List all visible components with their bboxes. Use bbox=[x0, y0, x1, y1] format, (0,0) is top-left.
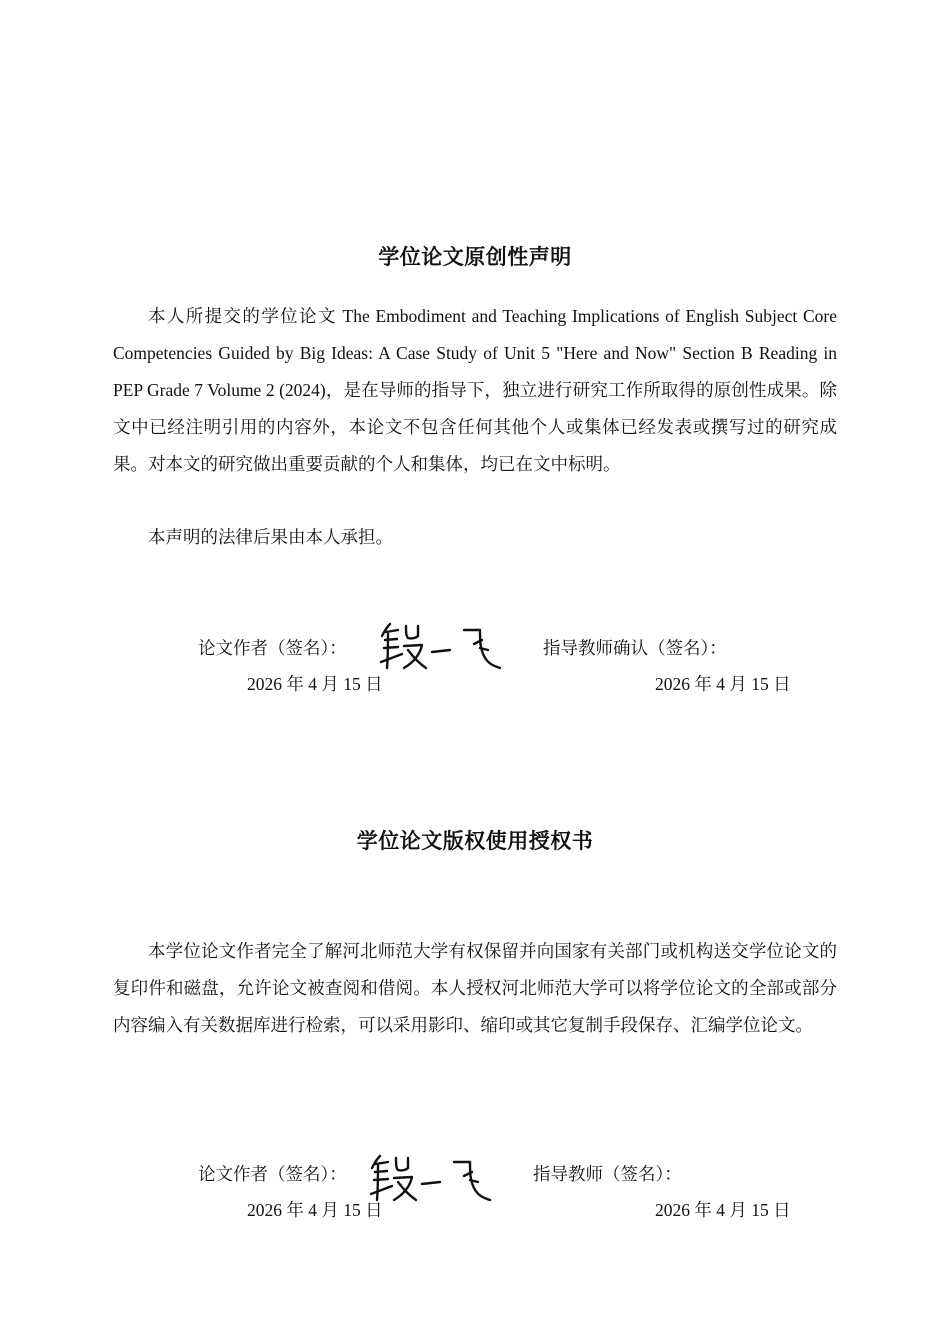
advisor-confirm-label: 指导教师确认（签名）： bbox=[543, 639, 727, 659]
originality-paragraph: 本人所提交的学位论文 The Embodiment and Teaching Implications of English Subject Core Competencies Guided by Big Ideas: A Case Study of Unit 5 "Here and Now" Section B Reading in PEP Grade 7 Volume 2 (2024)，是在导师的指导下，独立进行研究工作所取得的原创性成果。除文中已经注明引用的内容外，本论文不包含任何其他个人或集体已经发表或撰写过的研究成果。对本文的研究做出重要贡献的个人和集体，均已在文中标明。 bbox=[113, 306, 837, 474]
copyright-author-signature-image bbox=[366, 1150, 496, 1206]
copyright-paragraph: 本学位论文作者完全了解河北师范大学有权保留并向国家有关部门或机构送交学位论文的复印件和磁盘，允许论文被查阅和借阅。本人授权河北师范大学可以将学位论文的全部或部分内容编入有关数据库进行检索，可以采用影印、缩印或其它复制手段保存、汇编学位论文。 bbox=[113, 942, 837, 1036]
author-date: 2026 年 4 月 15 日 bbox=[247, 674, 383, 694]
originality-legal-paragraph: 本声明的法律后果由本人承担。 bbox=[148, 528, 393, 548]
author-signature-image bbox=[376, 618, 506, 674]
copyright-advisor-label: 指导教师（签名）： bbox=[533, 1165, 682, 1185]
copyright-advisor-date: 2026 年 4 月 15 日 bbox=[655, 1200, 791, 1220]
advisor-date: 2026 年 4 月 15 日 bbox=[655, 674, 791, 694]
copyright-title: 学位论文版权使用授权书 bbox=[356, 829, 594, 853]
originality-title: 学位论文原创性声明 bbox=[378, 245, 572, 269]
copyright-author-date: 2026 年 4 月 15 日 bbox=[247, 1200, 383, 1220]
copyright-author-signature-label: 论文作者（签名）： bbox=[198, 1165, 347, 1185]
author-signature-label: 论文作者（签名）： bbox=[198, 639, 347, 659]
